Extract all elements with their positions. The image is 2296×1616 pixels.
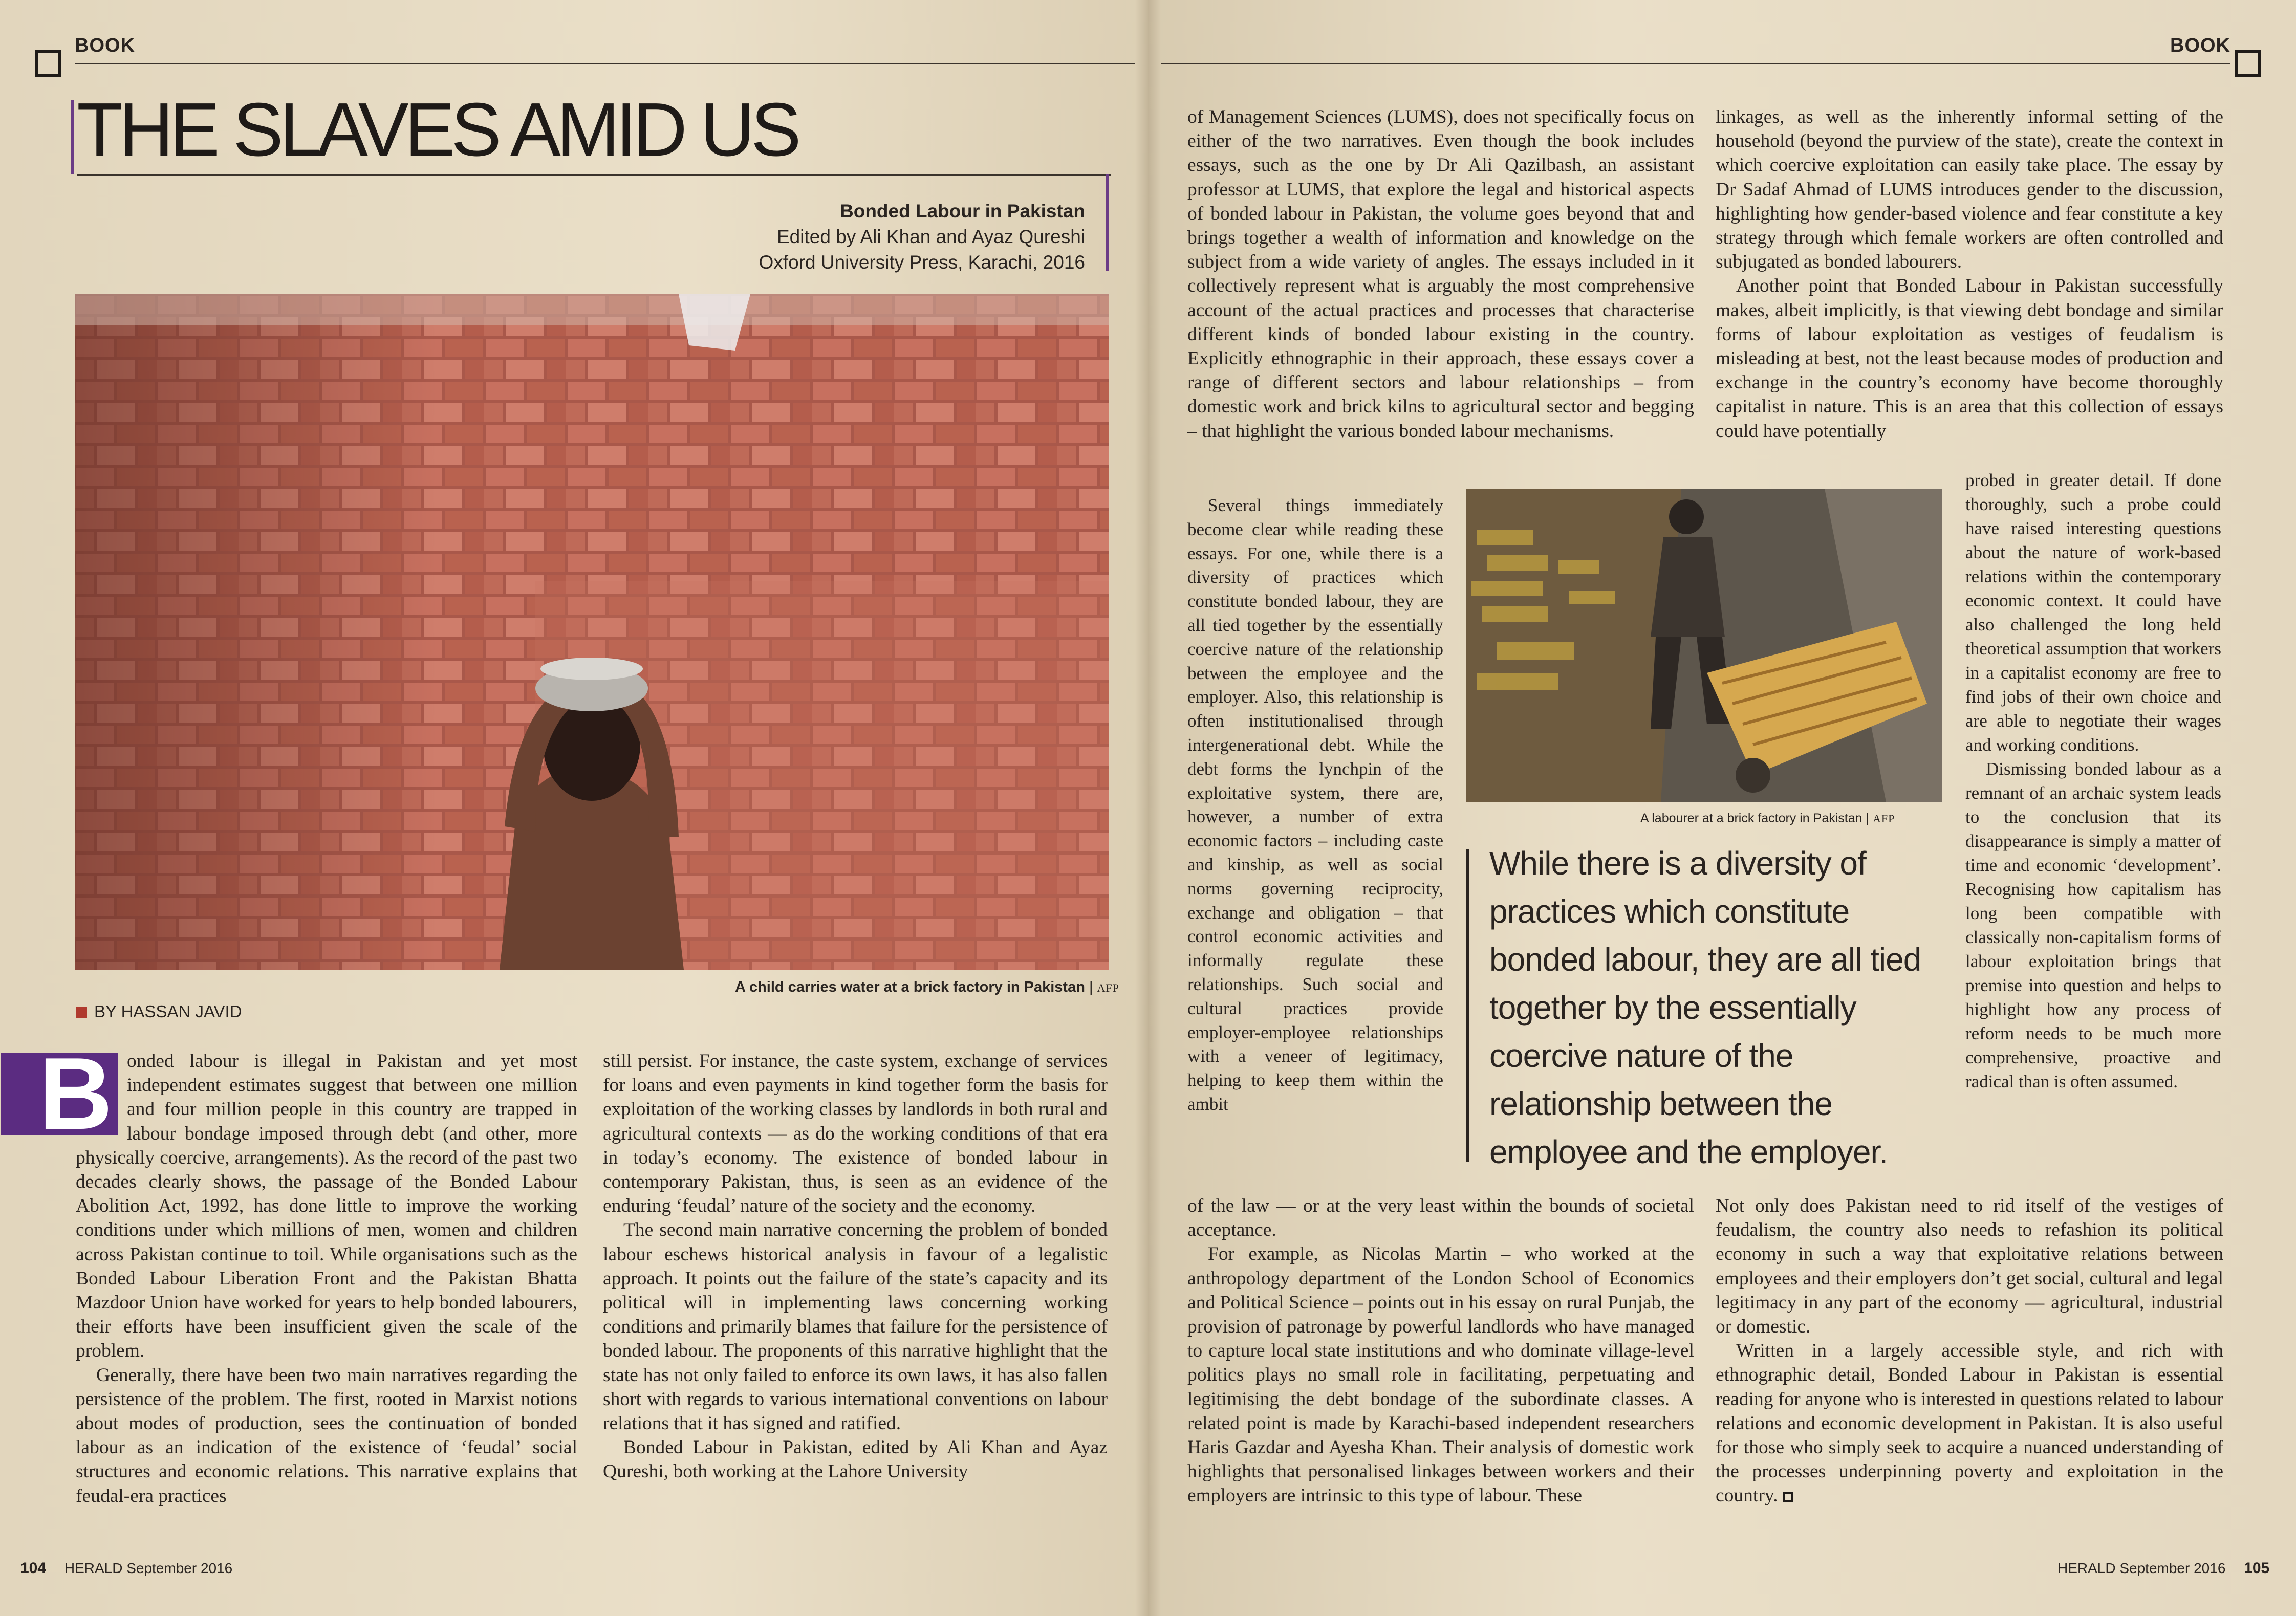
article-title: THE SLAVES AMID US	[77, 88, 797, 172]
pullquote: While there is a diversity of practices which constitute bonded labour, they are all tied together by the essentially coercive nature of the relationship between the employee and the employer.	[1489, 845, 1921, 1170]
paragraph: linkages, as well as the inherently informal setting of the household (beyond the purview of the state), create the context in which coercive exploitation can easily take place. The essay by Dr Sadaf Ahmad of LUMS introduces gender to the discussion, highlighting how gender-based violence and fear constitute a key strategy through which female workers are often controlled and subjugated as bonded labourers.	[1716, 106, 2223, 273]
paragraph: Not only does Pakistan need to rid itself of the vestiges of feudalism, the country also needs to refashion its political economy in such a way that exploitative relations between employees and their employers don’t get social, cultural and legal legitimacy in any part of the economy — agricultural, industrial or domestic.	[1716, 1195, 2223, 1338]
column-3-top	[1187, 105, 1694, 443]
paragraph: Several things immediately become clear while reading these essays. For one, while there is a diversity of practices which constitute bonded labour, they are all tied together by the essentially coercive nature of the relationship between the employee and the employer. Also, this relationship is often institutionalised through intergenerational debt. While the debt forms the lynchpin of the exploitative system, there are, however, a number of extra economic factors – including caste and kinship, as well as social norms governing reciprocity, exchange and obligation – that control economic activities and informally regulate these relationships. Such social and cultural practices provide employer-employee relationships with a veneer of legitimacy, helping to keep them within the ambit	[1187, 495, 1443, 1114]
page-number-left: 104	[20, 1560, 47, 1577]
column-4-narrow	[1965, 468, 2221, 1094]
book-publisher: Oxford University Press, Karachi, 2016	[759, 252, 1085, 273]
header-rule-left	[75, 63, 1135, 64]
paragraph: of Management Sciences (LUMS), does not specifically focus on either of the two narratives. Even though the book includes essays, such as the one by Dr Ali Qazilbash, an assistant professor at LUMS, that explore the legal and historical aspects of bonded labour in Pakistan, the volume goes beyond that and brings together a wealth of information and knowledge on the subject from a wide variety of angles. The essays included in it collectively represent what is arguably the most comprehensive account of the actual practices and processes that characterise different kinds of bonded labour existing in the country. Explicitly ethnographic in their approach, these essays cover a range of different sectors and labour relationships – from domestic work and brick kilns to agricultural sector and begging – that highlight the various bonded labour mechanisms.	[1187, 106, 1694, 442]
end-mark-icon	[1783, 1492, 1793, 1502]
paragraph-text: Written in a largely accessible style, and rich with ethnographic detail, Bonded Labour in Pakistan is essential reading for anyone who is interested in questions related to labour relations and economic development in Pakistan. It is also useful for those who simply seek to acquire a nuanced understanding of the processes underpinning poverty and exploitation in the country.	[1716, 1340, 2223, 1506]
paragraph-text: onded labour is illegal in Pakistan and yet most independent estimates suggest that between one million and four million people in this country are trapped in labour bondage imposed through debt (and other, more physically coercive, arrangements). As the record of the past two decades clearly shows, the passage of the Bonded Labour Abolition Act, 1992, has done little to improve the working conditions under which millions of men, women and children across Pakistan continue to toil. While organisations such as the Bonded Labour Liberation Front and the Pakistan Bhatta Mazdoor Union have worked for years to help bonded labourers, their efforts have been insufficient given the scale of the problem.	[76, 1051, 577, 1362]
paragraph	[38, 1037, 577, 1363]
byline-marker-icon	[76, 1007, 87, 1018]
header-rule-right	[1161, 63, 2230, 64]
title-accent-bar	[71, 100, 74, 174]
inset-photo	[1466, 489, 1942, 802]
paragraph: Dismissing bonded labour as a remnant of an archaic system leads to the conclusion that its disappearance is simply a matter of time and economic ‘development’. Recognising how capitalism has long been compatible with classically non-capitalism forms of labour exploitation brings that premise into question and helps to highlight how any process of reform needs to be much more comprehensive, proactive and radical than is often assumed.	[1965, 759, 2221, 1091]
main-photo-credit: AFP	[1097, 981, 1119, 994]
paragraph: The second main narrative concerning the problem of bonded labour eschews historical analysis in favour of a legalistic approach. It points out the failure of the state’s capacity and its political will in implementing laws concerning working conditions and primarily blames that failure for the persistence of bonded labour. The proponents of this narrative highlight that the state has not only failed to enforce its own laws, it has also fallen short with regards to various international conventions on labour relations that it has signed and ratified.	[603, 1219, 1108, 1434]
section-box-left	[35, 50, 61, 77]
paragraph: of the law — or at the very least within the bounds of societal acceptance.	[1187, 1195, 1694, 1241]
section-label-right: BOOK	[2170, 35, 2230, 56]
inset-photo-credit: AFP	[1872, 812, 1895, 825]
column-1	[38, 1037, 577, 1508]
book-details	[614, 199, 1085, 275]
page-number-right: 105	[2244, 1560, 2270, 1577]
column-2	[603, 1049, 1108, 1484]
paragraph: Another point that Bonded Labour in Pakistan successfully makes, albeit implicitly, is that viewing debt bondage and similar forms of labour exploitation as vestiges of feudalism is misleading at best, not the least because modes of production and exchange in the country’s economy have become thoroughly capitalist in nature. This is an area that this collection of essays could have potentially	[1716, 275, 2223, 442]
section-label-left: BOOK	[75, 35, 135, 56]
pullquote-bar	[1466, 849, 1469, 1162]
footer-right	[2057, 1560, 2269, 1577]
column-4-top	[1716, 105, 2223, 443]
inset-caption-text: A labourer at a brick factory in Pakistan	[1640, 811, 1862, 825]
title-underline	[77, 174, 1111, 176]
magazine-right: HERALD September 2016	[2057, 1560, 2226, 1576]
column-3-bottom	[1187, 1194, 1694, 1508]
paragraph: Bonded Labour in Pakistan, edited by Ali Khan and Ayaz Qureshi, both working at the Lahore University	[603, 1437, 1108, 1482]
book-editors: Edited by Ali Khan and Ayaz Qureshi	[777, 226, 1085, 247]
paragraph: For example, as Nicolas Martin – who worked at the anthropology department of the London School of Economics and Political Science – points out in his essay on rural Punjab, the provision of patronage by powerful landlords who have managed to capture local state institutions and who dominate village-level politics plays no small role in facilitating, perpetuating and legitimising the debt bondage of the subordinate classes. A related point is made by Karachi-based independent researchers Haris Gazdar and Ayesha Khan. Their analysis of domestic work highlights that personalised linkages between workers and their employers are intrinsic to this type of labour. These	[1187, 1243, 1694, 1506]
paragraph: probed in greater detail. If done thoroughly, such a probe could have raised interesting questions about the nature of work-based relations within the contemporary economic context. It could have also challenged the long held theoretical assumption that workers in a capitalist economy are free to find jobs of their own choice and are able to negotiate their wages and working conditions.	[1965, 470, 2221, 755]
book-title: Bonded Labour in Pakistan	[840, 201, 1085, 222]
footer-left	[20, 1560, 232, 1577]
drop-cap: B	[1, 1053, 118, 1135]
spine-gutter	[1135, 0, 1161, 1616]
column-3-narrow	[1187, 494, 1443, 1117]
caption-separator: |	[1866, 811, 1869, 825]
section-box-right	[2235, 50, 2261, 77]
magazine-left: HERALD September 2016	[64, 1560, 233, 1576]
main-photo-caption	[735, 979, 1119, 996]
column-4-bottom	[1716, 1194, 2223, 1508]
main-photo	[75, 294, 1109, 970]
byline	[76, 1002, 242, 1021]
main-caption-text: A child carries water at a brick factory in Pakistan	[735, 979, 1085, 995]
caption-separator: |	[1089, 979, 1093, 995]
paragraph	[1716, 1339, 2223, 1508]
paragraph: still persist. For instance, the caste system, exchange of services for loans and even payments in kind together form the basis for exploitation of the working classes by landlords in both rural and agricultural contexts — as do the working conditions of that era in today’s economy. The existence of bonded labour in contemporary Pakistan, thus, is seen as an evidence of the enduring ‘feudal’ nature of the society and the economy.	[603, 1051, 1108, 1217]
inset-photo-caption	[1640, 811, 1895, 826]
byline-text: BY HASSAN JAVID	[94, 1002, 242, 1021]
book-meta-accent-bar	[1106, 174, 1109, 271]
paragraph: Generally, there have been two main narratives regarding the persistence of the problem. The first, rooted in Marxist notions about modes of production, sees the continuation of bonded labour as an indication of the existence of ‘feudal’ social structures and economic relations. This narrative explains that feudal-era practices	[76, 1364, 577, 1506]
